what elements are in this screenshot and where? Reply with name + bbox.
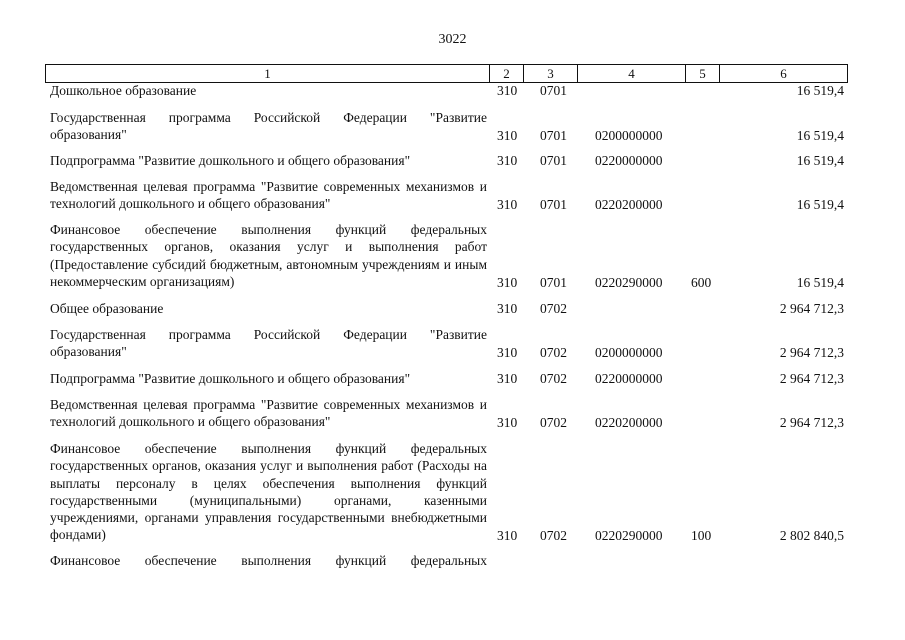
row-target-code: 0220200000: [595, 415, 663, 430]
row-admin-code: 310: [497, 83, 518, 98]
row-section-code: 0702: [540, 301, 567, 316]
header-col-1: 1: [45, 65, 489, 82]
row-target-code: 0220000000: [595, 153, 663, 168]
row-name: Ведомственная целевая программа "Развитие современных механизмов и технологий дошкольного и общего образования": [50, 397, 487, 430]
table-header: [45, 64, 848, 83]
row-target-code: 0220200000: [595, 197, 663, 212]
row-target-code: 0200000000: [595, 128, 663, 143]
header-col-2: 2: [489, 65, 523, 82]
row-sum: 16 519,4: [796, 128, 844, 143]
row-sum: 2 964 712,3: [779, 345, 844, 360]
header-col-6: 6: [719, 65, 848, 82]
row-name: Финансовое обеспечение выполнения функций федеральных: [50, 553, 487, 568]
row-section-code: 0701: [540, 83, 567, 98]
row-expense-type: 600: [691, 275, 712, 290]
table-row: [0, 109, 905, 144]
row-admin-code: 310: [497, 197, 518, 212]
row-expense-type: 100: [691, 528, 712, 543]
row-sum: 2 964 712,3: [779, 415, 844, 430]
page-number: 3022: [438, 32, 467, 47]
table-row: [0, 396, 905, 431]
row-admin-code: 310: [497, 275, 518, 290]
row-name: Государственная программа Российской Федерации "Развитие образования": [50, 327, 487, 360]
row-section-code: 0701: [540, 197, 567, 212]
row-name: Общее образование: [50, 301, 164, 316]
table-row: [0, 552, 905, 569]
row-admin-code: 310: [497, 415, 518, 430]
row-name: Подпрограмма "Развитие дошкольного и общего образования": [50, 153, 411, 168]
row-target-code: 0220000000: [595, 371, 663, 386]
row-section-code: 0702: [540, 345, 567, 360]
table-row: [0, 178, 905, 213]
header-col-3: 3: [523, 65, 577, 82]
row-section-code: 0702: [540, 528, 567, 543]
row-sum: 16 519,4: [796, 153, 844, 168]
table-row: [0, 221, 905, 291]
row-sum: 16 519,4: [796, 197, 844, 212]
row-admin-code: 310: [497, 128, 518, 143]
row-section-code: 0701: [540, 128, 567, 143]
header-col-5: 5: [685, 65, 719, 82]
row-sum: 16 519,4: [796, 83, 844, 98]
table-row: [0, 370, 905, 387]
row-name: Подпрограмма "Развитие дошкольного и общего образования": [50, 371, 411, 386]
row-name: Финансовое обеспечение выполнения функций федеральных государственных органов, оказания услуг и выполнения работ (Предоставление субсидий бюджетным, автономным учреждениям и иным некоммерческим организациям): [50, 222, 487, 289]
row-section-code: 0702: [540, 415, 567, 430]
header-col-4: 4: [577, 65, 685, 82]
row-section-code: 0701: [540, 153, 567, 168]
row-target-code: 0220290000: [595, 528, 663, 543]
table-row: [0, 300, 905, 317]
row-target-code: 0200000000: [595, 345, 663, 360]
table-row: [0, 82, 905, 99]
table-row: [0, 440, 905, 544]
row-name: Дошкольное образование: [50, 83, 197, 98]
row-sum: 2 964 712,3: [779, 371, 844, 386]
row-sum: 16 519,4: [796, 275, 844, 290]
table-row: [0, 152, 905, 169]
row-admin-code: 310: [497, 301, 518, 316]
row-admin-code: 310: [497, 345, 518, 360]
row-admin-code: 310: [497, 371, 518, 386]
row-admin-code: 310: [497, 528, 518, 543]
row-admin-code: 310: [497, 153, 518, 168]
row-sum: 2 964 712,3: [779, 301, 844, 316]
table-row: [0, 326, 905, 361]
row-section-code: 0701: [540, 275, 567, 290]
row-target-code: 0220290000: [595, 275, 663, 290]
row-name: Государственная программа Российской Федерации "Развитие образования": [50, 110, 487, 143]
row-sum: 2 802 840,5: [779, 528, 844, 543]
row-name: Финансовое обеспечение выполнения функций федеральных государственных органов, оказания услуг и выполнения работ (Расходы на выплаты персоналу в целях обеспечения выполнения функций государственными (муниципальными) органами, казенными учреждениями, органами управления государственными внебюджетными фондами): [50, 441, 487, 543]
row-section-code: 0702: [540, 371, 567, 386]
row-name: Ведомственная целевая программа "Развитие современных механизмов и технологий дошкольного и общего образования": [50, 179, 487, 212]
